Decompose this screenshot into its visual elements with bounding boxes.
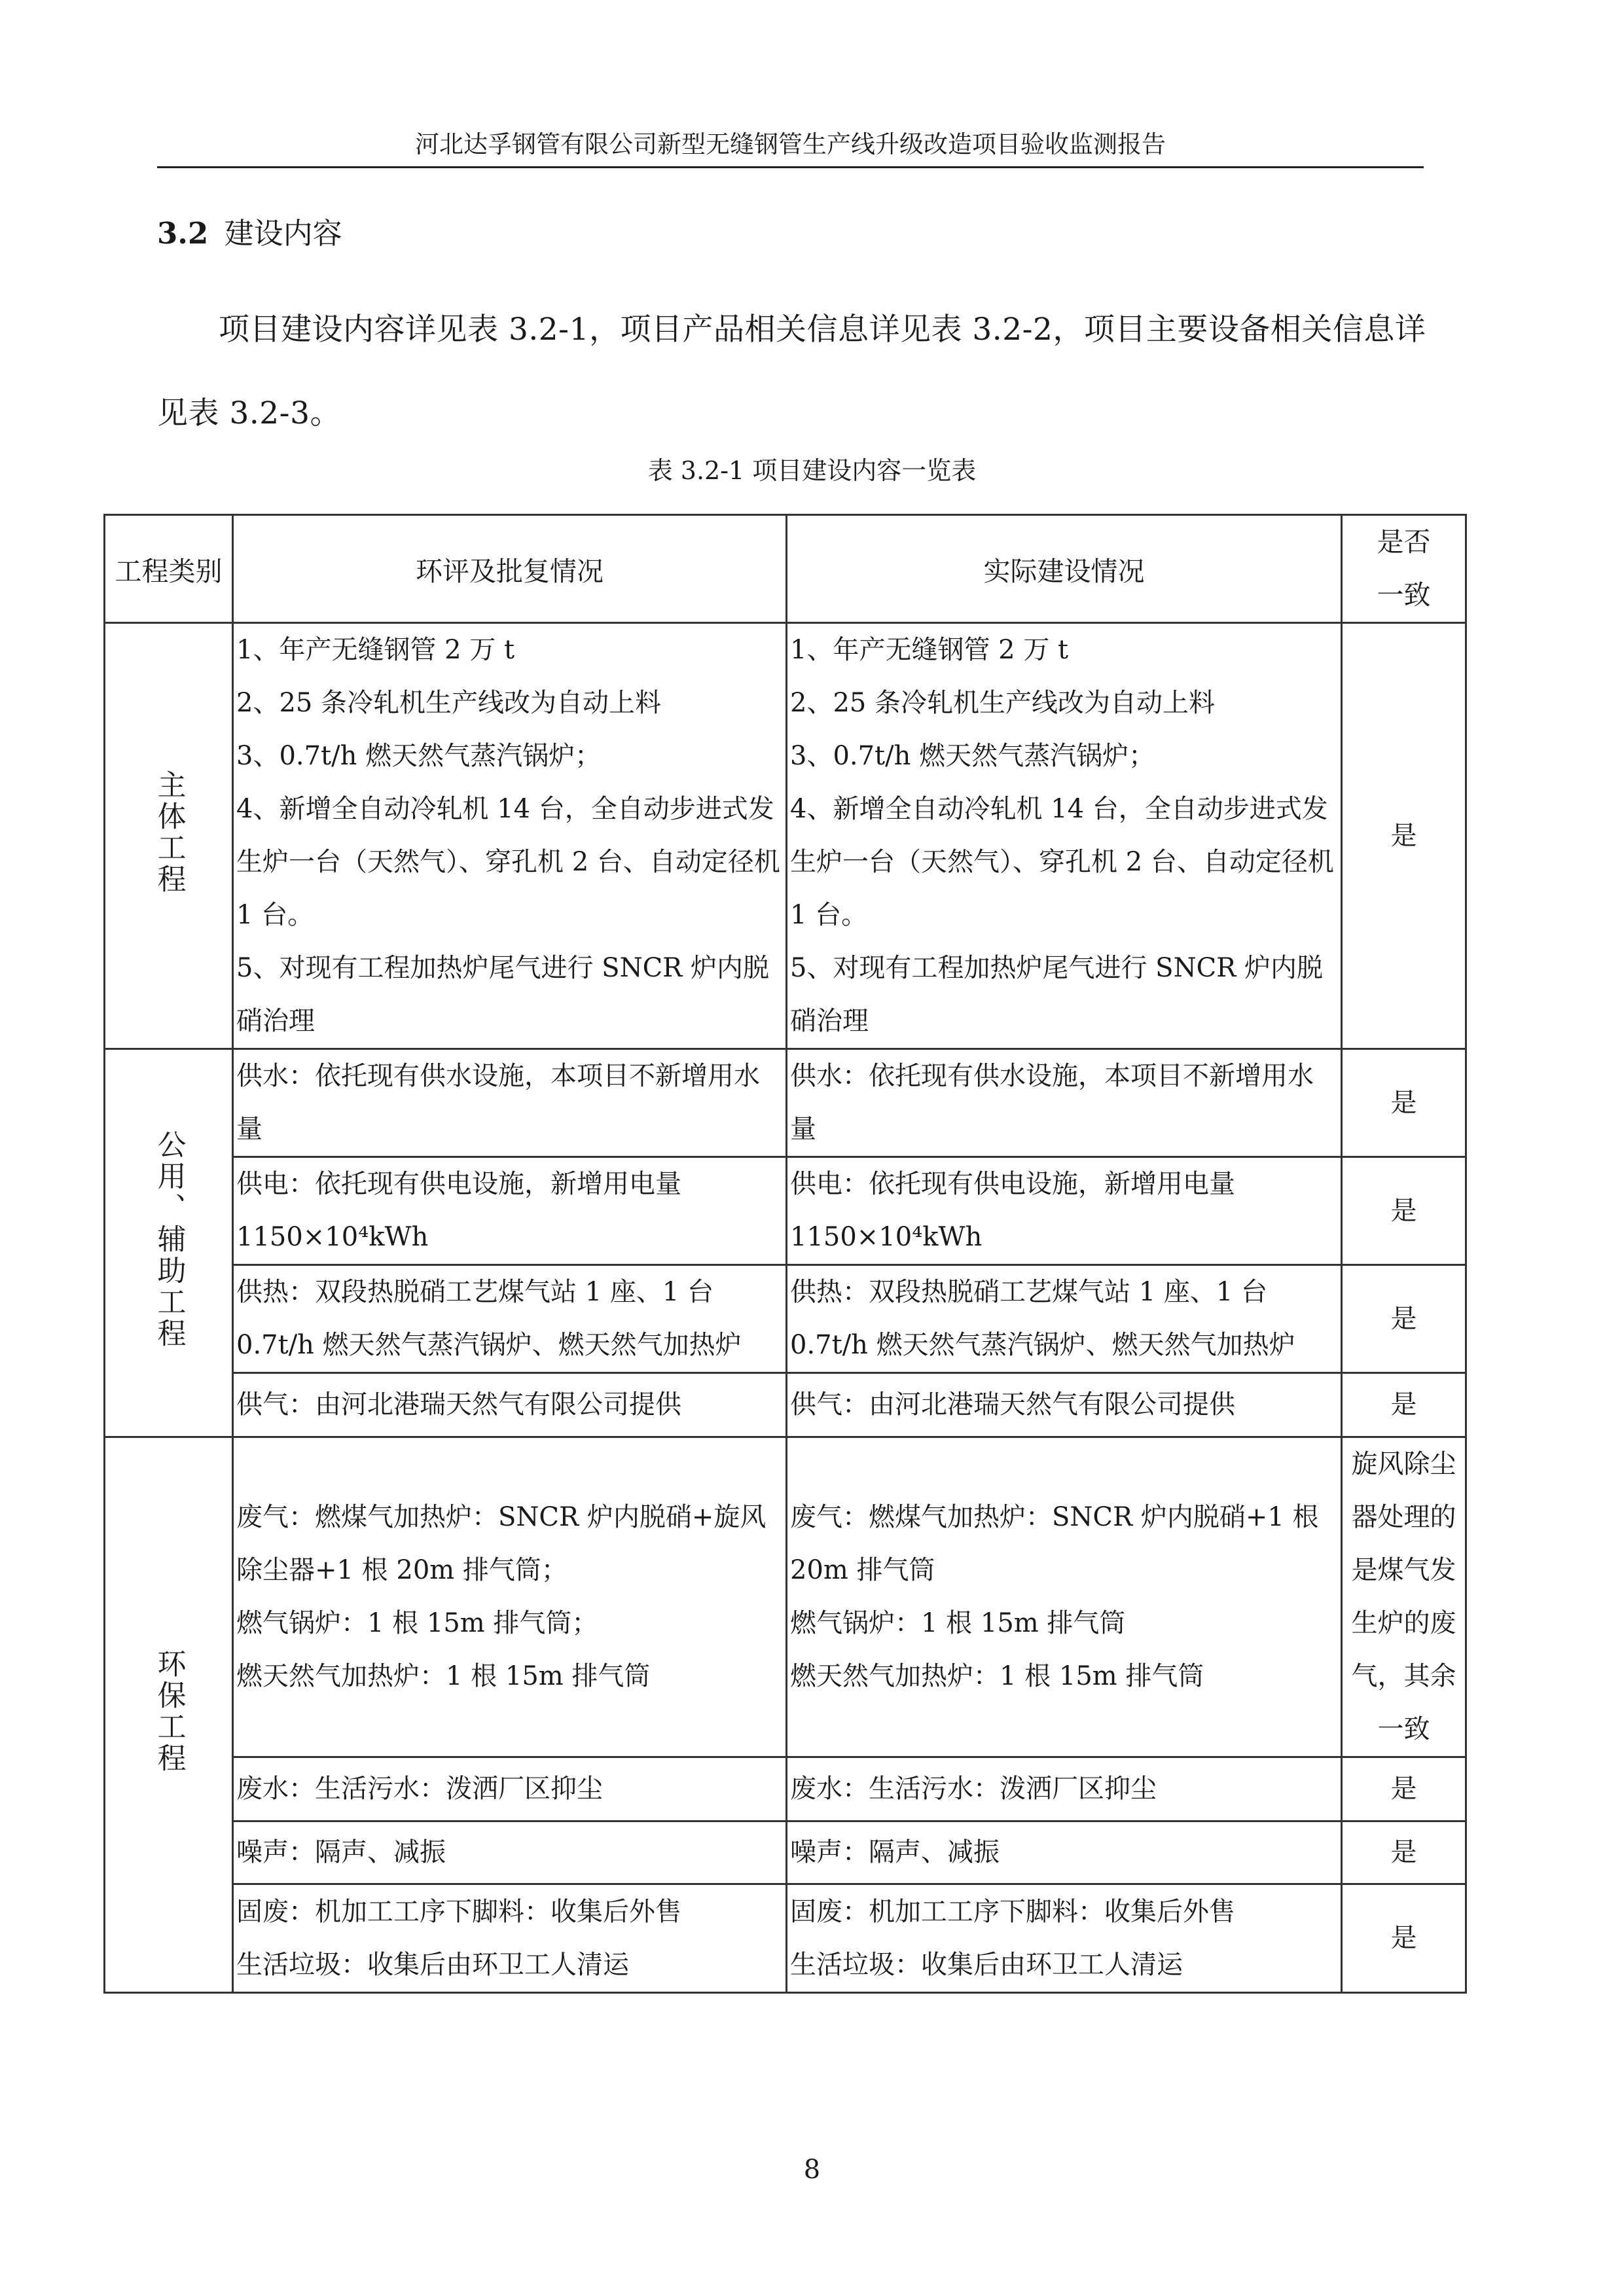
section-heading bbox=[157, 211, 342, 257]
consistent-cell: 旋风除尘器处理的是煤气发生炉的废气，其余一致 bbox=[1342, 1437, 1466, 1757]
section-title: 建设内容 bbox=[224, 216, 342, 251]
table-row bbox=[105, 1821, 1466, 1884]
table-row bbox=[105, 1049, 1466, 1157]
category-cell bbox=[105, 623, 233, 1049]
report-header: 河北达孚钢管有限公司新型无缝钢管生产线升级改造项目验收监测报告 bbox=[415, 130, 1166, 158]
consistent-cell: 是 bbox=[1342, 1157, 1466, 1265]
table-row bbox=[105, 1157, 1466, 1265]
eia-cell: 废水：生活污水：泼洒厂区抑尘 bbox=[233, 1757, 787, 1821]
actual-cell: 1、年产无缝钢管 2 万 t 2、25 条冷轧机生产线改为自动上料 3、0.7t/h 燃天然气蒸汽锅炉； 4、新增全自动冷轧机 14 台，全自动步进式发生炉一台（天然气）、穿孔机 2 台、自动定径机 1 台。 5、对现有工程加热炉尾气进行 SNCR 炉内脱硝治理 bbox=[787, 623, 1342, 1049]
category-label: 主体工程 bbox=[152, 770, 186, 895]
eia-cell: 供气：由河北港瑞天然气有限公司提供 bbox=[233, 1373, 787, 1437]
consistent-cell: 是 bbox=[1342, 1049, 1466, 1157]
table-row bbox=[105, 1884, 1466, 1993]
header-divider bbox=[157, 166, 1424, 168]
category-cell bbox=[105, 1437, 233, 1993]
consistent-cell: 是 bbox=[1342, 1884, 1466, 1993]
eia-cell: 废气：燃煤气加热炉：SNCR 炉内脱硝+旋风除尘器+1 根 20m 排气筒； 燃气锅炉：1 根 15m 排气筒； 燃天然气加热炉：1 根 15m 排气筒 bbox=[233, 1437, 787, 1757]
table-row bbox=[105, 1757, 1466, 1821]
actual-cell: 供气：由河北港瑞天然气有限公司提供 bbox=[787, 1373, 1342, 1437]
header-consistent: 是否 一致 bbox=[1342, 515, 1466, 623]
eia-cell: 供水：依托现有供水设施，本项目不新增用水量 bbox=[233, 1049, 787, 1157]
eia-cell: 供电：依托现有供电设施，新增用电量 1150×10⁴kWh bbox=[233, 1157, 787, 1265]
consistent-cell: 是 bbox=[1342, 1265, 1466, 1373]
actual-cell: 噪声：隔声、减振 bbox=[787, 1821, 1342, 1884]
category-cell bbox=[105, 1049, 233, 1437]
table-header-row bbox=[105, 515, 1466, 623]
table-row bbox=[105, 1373, 1466, 1437]
table-row bbox=[105, 1265, 1466, 1373]
table-row bbox=[105, 1437, 1466, 1757]
construction-content-table bbox=[103, 514, 1467, 1994]
eia-cell: 噪声：隔声、减振 bbox=[233, 1821, 787, 1884]
intro-paragraph: 项目建设内容详见表 3.2-1，项目产品相关信息详见表 3.2-2，项目主要设备相关信息详见表 3.2-3。 bbox=[157, 312, 1426, 431]
header-eia: 环评及批复情况 bbox=[233, 515, 787, 623]
category-label: 公用、辅助工程 bbox=[152, 1130, 186, 1350]
actual-cell: 供水：依托现有供水设施，本项目不新增用水量 bbox=[787, 1049, 1342, 1157]
header-actual: 实际建设情况 bbox=[787, 515, 1342, 623]
actual-cell: 固废：机加工工序下脚料：收集后外售 生活垃圾：收集后由环卫工人清运 bbox=[787, 1884, 1342, 1993]
consistent-cell: 是 bbox=[1342, 1373, 1466, 1437]
actual-cell: 供热：双段热脱硝工艺煤气站 1 座、1 台 0.7t/h 燃天然气蒸汽锅炉、燃天然气加热炉 bbox=[787, 1265, 1342, 1373]
category-label: 环保工程 bbox=[152, 1649, 186, 1774]
table-caption: 表 3.2-1 项目建设内容一览表 bbox=[647, 456, 977, 485]
consistent-cell: 是 bbox=[1342, 1757, 1466, 1821]
consistent-cell: 是 bbox=[1342, 1821, 1466, 1884]
page-number: 8 bbox=[803, 2155, 821, 2185]
header-category: 工程类别 bbox=[105, 515, 233, 623]
actual-cell: 废水：生活污水：泼洒厂区抑尘 bbox=[787, 1757, 1342, 1821]
table-row bbox=[105, 623, 1466, 1049]
eia-cell: 1、年产无缝钢管 2 万 t 2、25 条冷轧机生产线改为自动上料 3、0.7t/h 燃天然气蒸汽锅炉； 4、新增全自动冷轧机 14 台，全自动步进式发生炉一台（天然气）、穿孔机 2 台、自动定径机 1 台。 5、对现有工程加热炉尾气进行 SNCR 炉内脱硝治理 bbox=[233, 623, 787, 1049]
actual-cell: 废气：燃煤气加热炉：SNCR 炉内脱硝+1 根 20m 排气筒 燃气锅炉：1 根 15m 排气筒 燃天然气加热炉：1 根 15m 排气筒 bbox=[787, 1437, 1342, 1757]
consistent-cell: 是 bbox=[1342, 623, 1466, 1049]
eia-cell: 供热：双段热脱硝工艺煤气站 1 座、1 台 0.7t/h 燃天然气蒸汽锅炉、燃天然气加热炉 bbox=[233, 1265, 787, 1373]
section-number: 3.2 bbox=[157, 216, 209, 251]
eia-cell: 固废：机加工工序下脚料：收集后外售 生活垃圾：收集后由环卫工人清运 bbox=[233, 1884, 787, 1993]
actual-cell: 供电：依托现有供电设施，新增用电量 1150×10⁴kWh bbox=[787, 1157, 1342, 1265]
